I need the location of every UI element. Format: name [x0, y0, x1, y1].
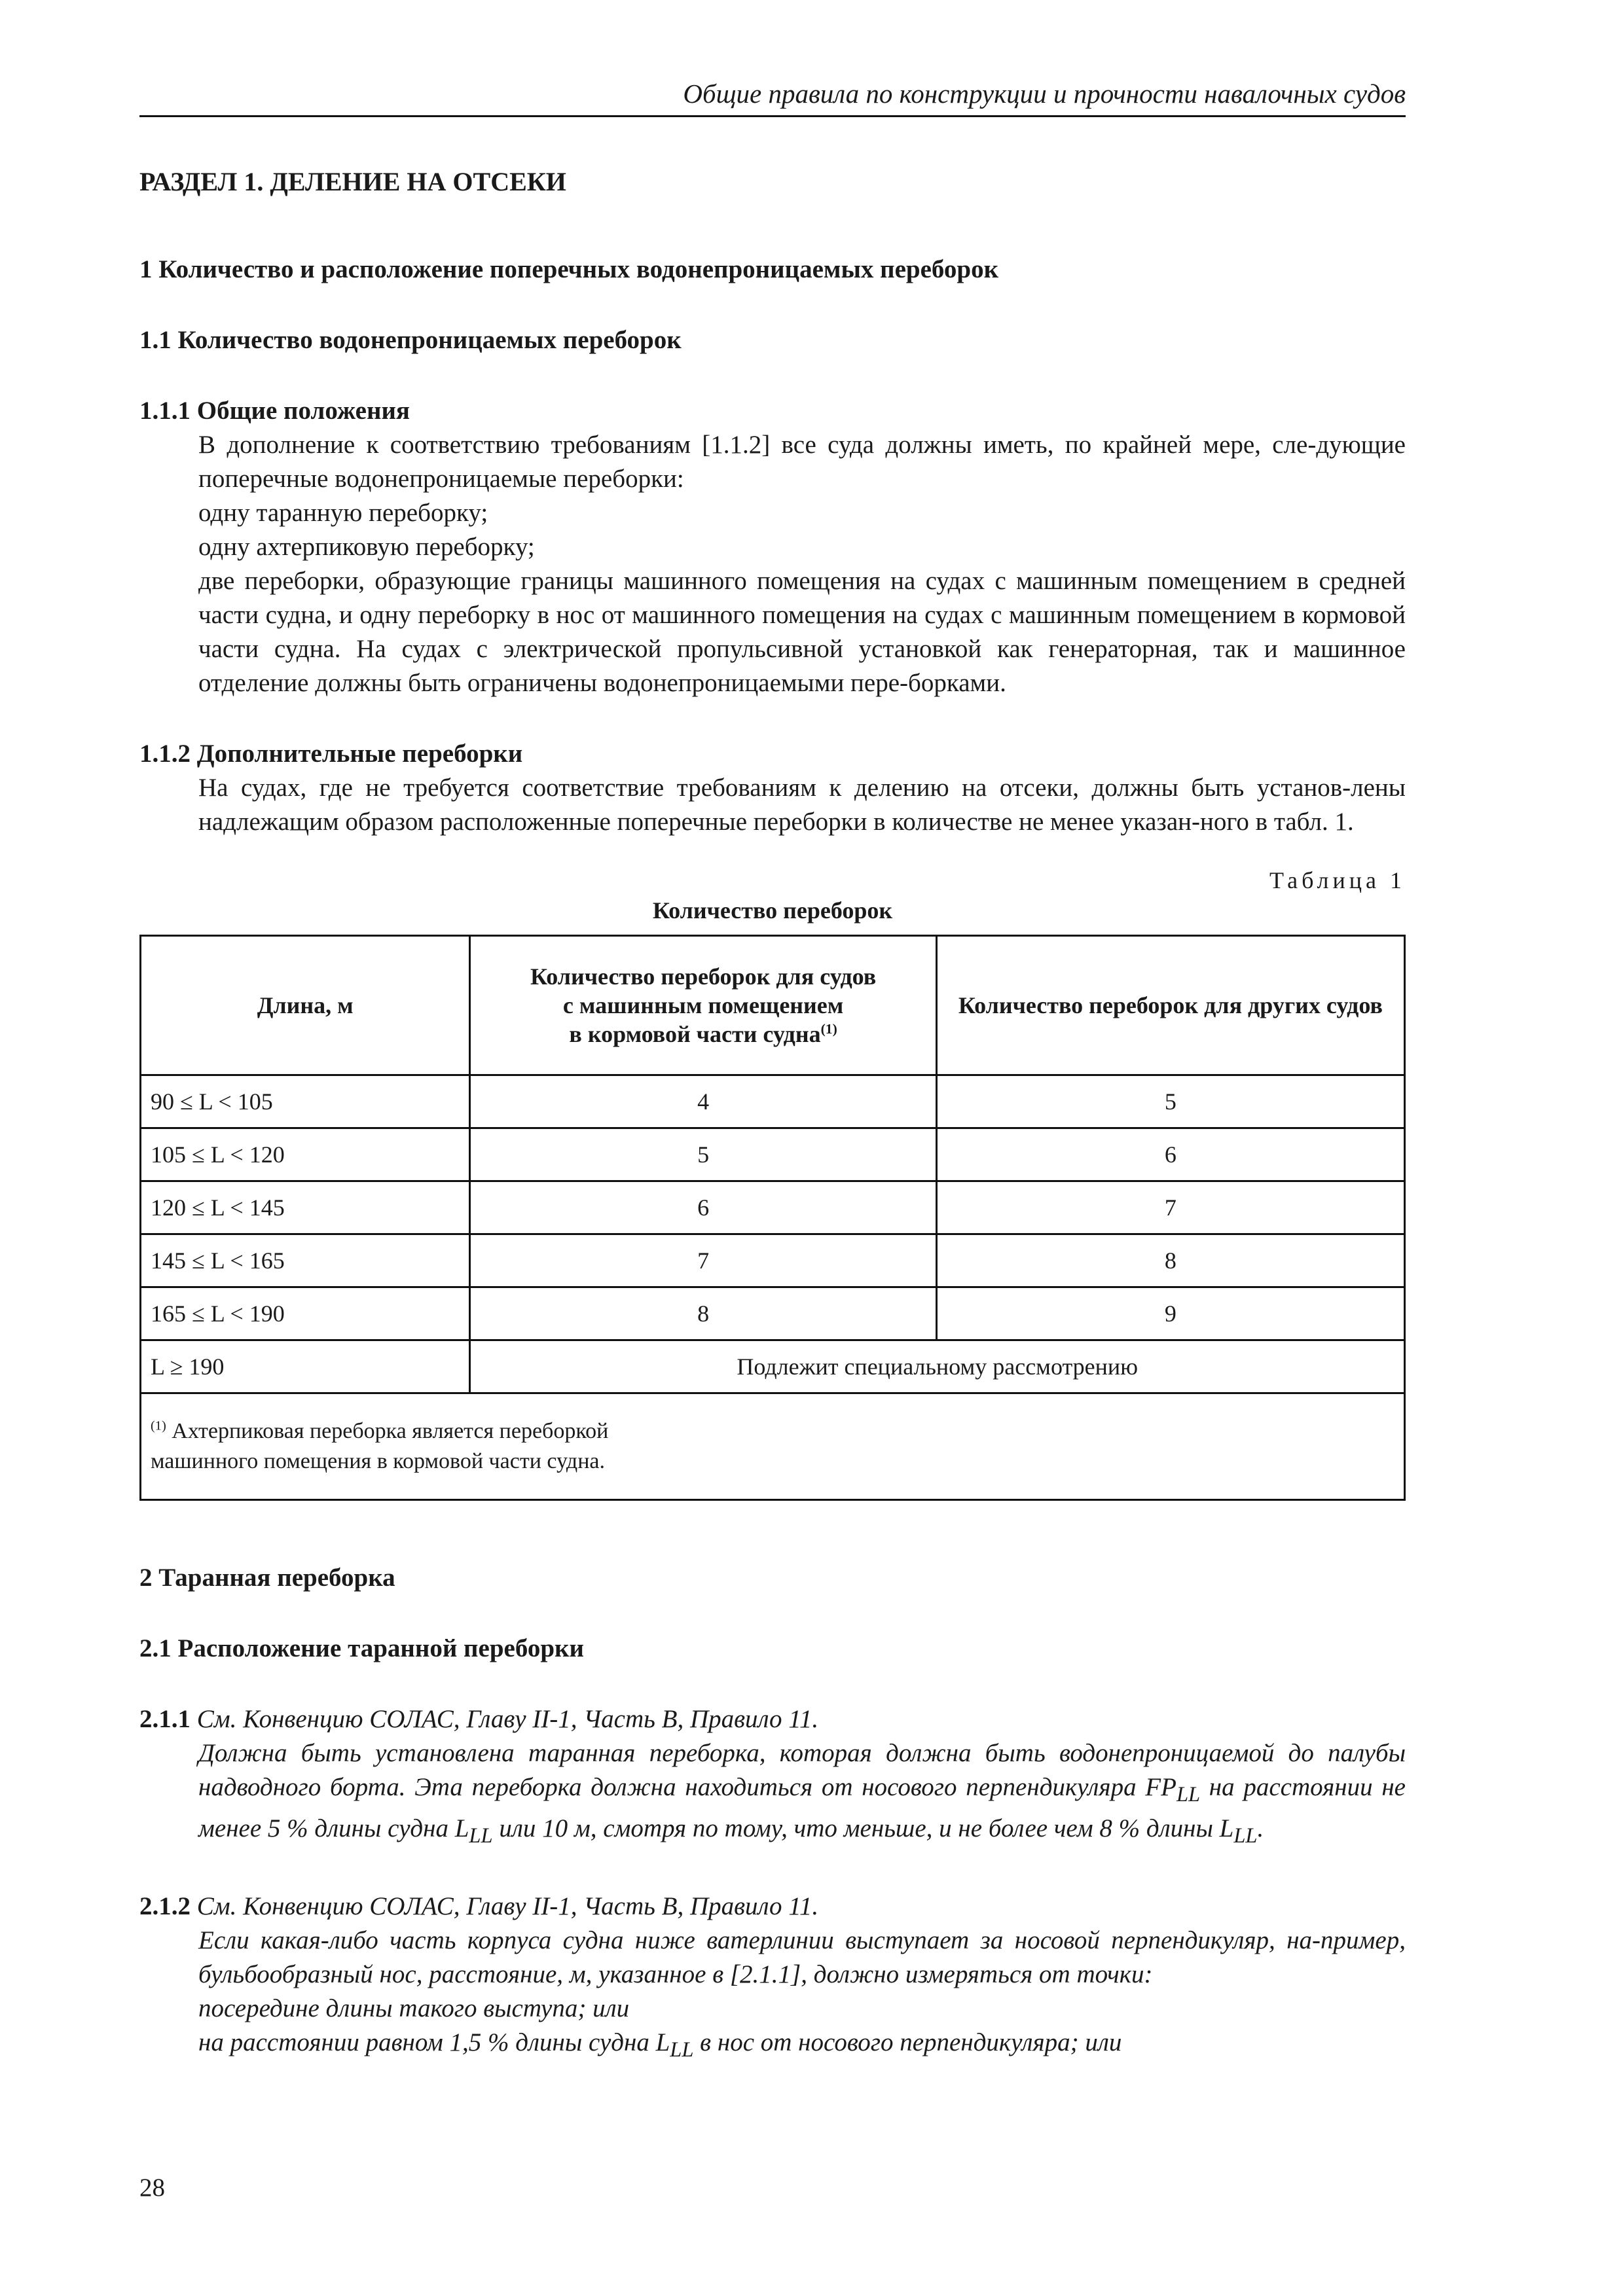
section-2-1-2-heading	[139, 1890, 1406, 1924]
part-title: РАЗДЕЛ 1. ДЕЛЕНИЕ НА ОТСЕКИ	[139, 167, 566, 196]
footnote-marker: (1)	[151, 1418, 166, 1433]
text-run: в нос от носового перпендикуляра; или	[693, 2028, 1122, 2056]
cell-aft: 5	[470, 1128, 936, 1181]
table-row	[141, 1287, 1405, 1340]
clause-reference: См. Конвенцию СОЛАС, Главу II-1, Часть B, Правило 11.	[196, 1705, 819, 1733]
table-footnote	[141, 1393, 1405, 1500]
cell-other: 5	[936, 1075, 1404, 1128]
section-1-1-title: 1.1 Количество водонепроницаемых переборок	[139, 326, 682, 354]
table-row	[141, 1128, 1405, 1181]
cell-length: L ≥ 190	[141, 1340, 470, 1393]
table-row-special	[141, 1340, 1405, 1393]
cell-aft: 6	[470, 1181, 936, 1234]
header-line: в кормовой части судна	[569, 1021, 821, 1047]
section-1-1-2-body	[198, 771, 1406, 839]
subscript: LL	[469, 1823, 493, 1848]
paragraph	[198, 1736, 1406, 1853]
text-run: на расстоянии равном 1,5 % длины судна L	[198, 2028, 670, 2056]
table-row	[141, 1181, 1405, 1234]
table-row	[141, 1234, 1405, 1287]
column-header-aft-engine	[470, 936, 936, 1075]
cell-other: 9	[936, 1287, 1404, 1340]
paragraph: одну таранную переборку;	[198, 499, 488, 527]
paragraph: две переборки, образующие границы машинного помещения на судах с машинным помещением в средней части судна, и одну переборку в нос от машинного помещения на судах с машинным помещением в кормовой части судна. На судах с электрической пропульсивной установкой как генераторная, так и машинное отделение должны быть ограничены водонепроницаемыми пере-борками.	[198, 567, 1406, 697]
clause-reference: См. Конвенцию СОЛАС, Главу II-1, Часть B, Правило 11.	[196, 1892, 819, 1920]
section-1-1-1-body	[198, 428, 1406, 700]
cell-length: 105 ≤ L < 120	[141, 1128, 470, 1181]
section-2-1-2-body	[198, 1924, 1406, 2067]
cell-aft: 7	[470, 1234, 936, 1287]
subscript: LL	[670, 2037, 694, 2062]
section-2-1-title: 2.1 Расположение таранной переборки	[139, 1634, 584, 1662]
clause-number: 2.1.1	[139, 1705, 191, 1733]
footnote-line: Ахтерпиковая переборка является переборкой	[172, 1419, 609, 1443]
clause-number: 2.1.2	[139, 1892, 191, 1920]
text-run: на расстоянии не менее 5 % длины судна L	[198, 1773, 1406, 1842]
subscript: LL	[1176, 1782, 1201, 1806]
table-row	[141, 1075, 1405, 1128]
paragraph: посередине длины такого выступа; или	[198, 1994, 630, 2022]
cell-aft: 4	[470, 1075, 936, 1128]
page-number: 28	[139, 2174, 165, 2202]
section-1-1-2-title: 1.1.2 Дополнительные переборки	[139, 740, 523, 768]
cell-length: 165 ≤ L < 190	[141, 1287, 470, 1340]
section-2-title: 2 Таранная переборка	[139, 1564, 395, 1592]
section-1-title: 1 Количество и расположение поперечных водонепроницаемых переборок	[139, 255, 999, 283]
column-header-other: Количество переборок для других судов	[936, 936, 1404, 1075]
paragraph: На судах, где не требуется соответствие требованиям к делению на отсеки, должны быть установ-лены надлежащим образом расположенные поперечные переборки в количестве не менее указан-ного в табл. 1.	[198, 774, 1406, 836]
text-run: или 10 м, смотря по тому, что меньше, и не более чем 8 % длины L	[492, 1814, 1234, 1842]
cell-special-consideration: Подлежит специальному рассмотрению	[470, 1340, 1405, 1393]
text-run: Должна быть установлена таранная переборка, которая должна быть водонепроницаемой до палубы надводного борта. Эта переборка должна находиться от носового перпендикуляра FP	[198, 1739, 1406, 1801]
footnote-line: машинного помещения в кормовой части судна.	[151, 1449, 605, 1473]
footnote-marker: (1)	[820, 1021, 837, 1037]
table-title: Количество переборок	[652, 897, 893, 924]
subscript: LL	[1233, 1823, 1258, 1848]
paragraph	[198, 2026, 1406, 2067]
section-2-1-1-body	[198, 1736, 1406, 1853]
paragraph: Если какая-либо часть корпуса судна ниже ватерлинии выступает за носовой перпендикуляр, на-пример, бульбообразный нос, расстояние, м, указанное в [2.1.1], должно измеряться от точки:	[198, 1926, 1406, 1988]
cell-length: 90 ≤ L < 105	[141, 1075, 470, 1128]
cell-aft: 8	[470, 1287, 936, 1340]
cell-length: 145 ≤ L < 165	[141, 1234, 470, 1287]
text-run: .	[1257, 1814, 1264, 1842]
section-2-1-1-heading	[139, 1702, 1406, 1736]
table-label: Таблица 1	[1269, 867, 1406, 893]
table-footnote-row	[141, 1393, 1405, 1500]
table-header-row	[141, 936, 1405, 1075]
page-content	[139, 165, 1406, 2066]
header-rule	[139, 115, 1406, 117]
cell-other: 7	[936, 1181, 1404, 1234]
header-line: с машинным помещением	[562, 992, 844, 1018]
cell-other: 6	[936, 1128, 1404, 1181]
cell-length: 120 ≤ L < 145	[141, 1181, 470, 1234]
paragraph: одну ахтерпиковую переборку;	[198, 533, 535, 561]
header-line: Количество переборок для судов	[530, 963, 877, 990]
running-header: Общие правила по конструкции и прочности навалочных судов	[683, 79, 1406, 109]
section-1-1-1-title: 1.1.1 Общие положения	[139, 397, 410, 425]
cell-other: 8	[936, 1234, 1404, 1287]
bulkhead-count-table	[139, 935, 1406, 1501]
column-header-length: Длина, м	[141, 936, 470, 1075]
paragraph: В дополнение к соответствию требованиям [1.1.2] все суда должны иметь, по крайней мере, сле-дующие поперечные водонепроницаемые переборки:	[198, 431, 1406, 493]
